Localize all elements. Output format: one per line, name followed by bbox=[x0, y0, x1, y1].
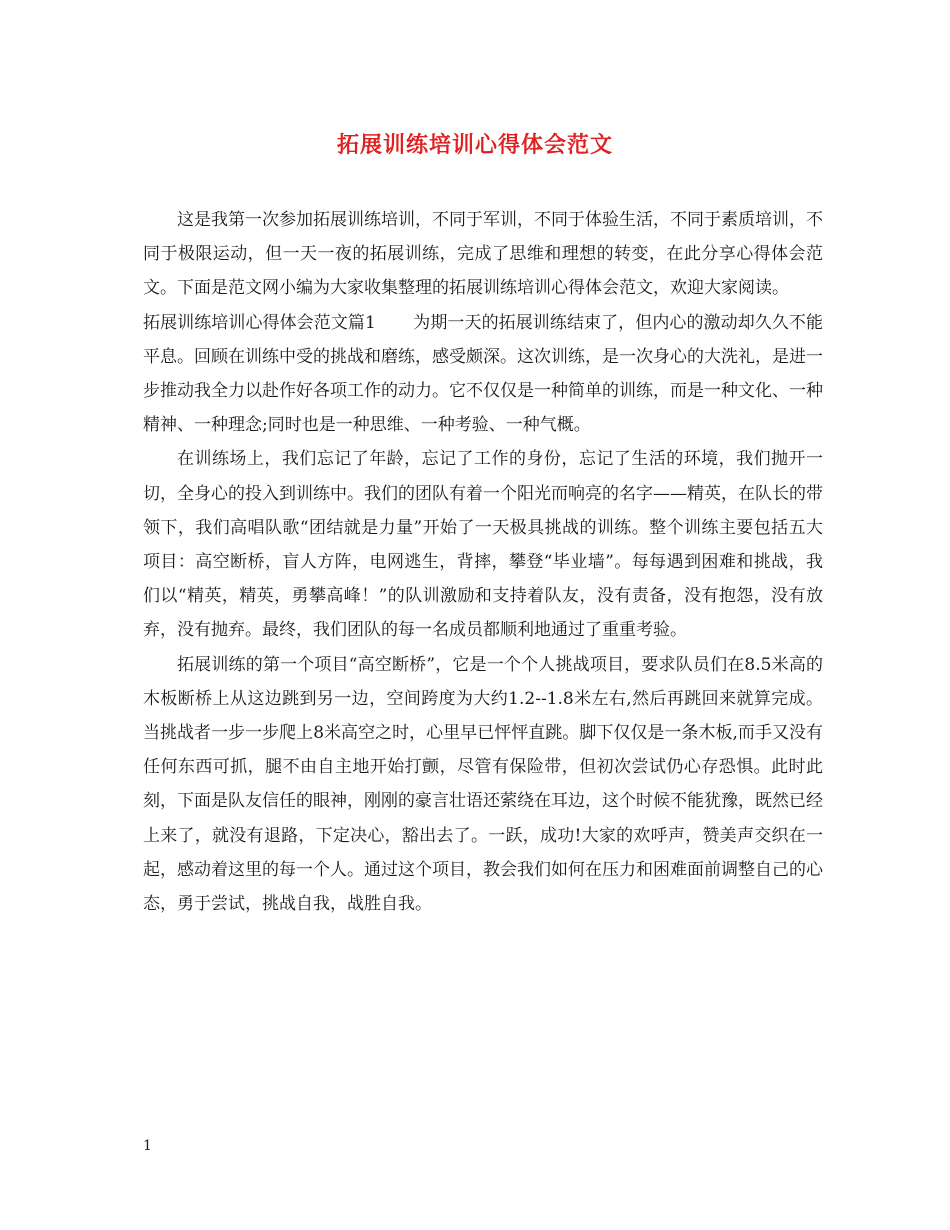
paragraph-training-field: 在训练场上，我们忘记了年龄，忘记了工作的身份，忘记了生活的环境，我们抛开一切，全身心的投入到训练中。我们的团队有着一个阳光而响亮的名字——精英，在队长的带领下，我们高唱队歌“团结就是力量”开始了一天极具挑战的训练。整个训练主要包括五大项目：高空断桥，盲人方阵，电网逃生，背摔，攀登“毕业墙”。每每遇到困难和挑战，我们以“精英，精英，勇攀高峰！”的队训激励和支持着队友，没有责备，没有抱怨，没有放弃，没有抛弃。最终，我们团队的每一名成员都顺利地通过了重重考验。 bbox=[143, 449, 823, 641]
document-title: 拓展训练培训心得体会范文 bbox=[336, 132, 613, 158]
section-1-text: 为期一天的拓展训练结束了，但内心的激动却久久不能平息。回顾在训练中受的挑战和磨练，感受颇深。这次训练，是一次身心的大洗礼，是进一步推动我全力以赴作好各项工作的动力。它不仅仅是一种简单的训练，而是一种文化、一种精神、一种理念;同时也是一种思维、一种考验、一种气概。 bbox=[143, 312, 823, 436]
page-number: 1 bbox=[143, 1138, 152, 1154]
paragraph-high-bridge: 拓展训练的第一个项目“高空断桥”，它是一个个人挑战项目，要求队员们在8.5米高的木板断桥上从这边跳到另一边，空间跨度为大约1.2--1.8米左右,然后再跳回来就算完成。当挑战者一步一步爬上8米高空之时，心里早已怦怦直跳。脚下仅仅是一条木板,而手又没有任何东西可抓，腿不由自主地开始打颤，尽管有保险带，但初次尝试仍心存恐惧。此时此刻，下面是队友信任的眼神，刚刚的豪言壮语还萦绕在耳边，这个时候不能犹豫，既然已经上来了，就没有退路，下定决心，豁出去了。一跃，成功!大家的欢呼声，赞美声交织在一起，感动着这里的每一个人。通过这个项目，教会我们如何在压力和困难面前调整自己的心态，勇于尝试，挑战自我，战胜自我。 bbox=[143, 654, 823, 915]
section-1-paragraph bbox=[143, 306, 823, 443]
section-heading: 拓展训练培训心得体会范文篇1 bbox=[143, 312, 376, 333]
document-body bbox=[143, 203, 823, 921]
intro-paragraph: 这是我第一次参加拓展训练培训，不同于军训，不同于体验生活，不同于素质培训，不同于极限运动，但一天一夜的拓展训练，完成了思维和理想的转变，在此分享心得体会范文。下面是范文网小编为大家收集整理的拓展训练培训心得体会范文，欢迎大家阅读。 bbox=[143, 210, 823, 299]
